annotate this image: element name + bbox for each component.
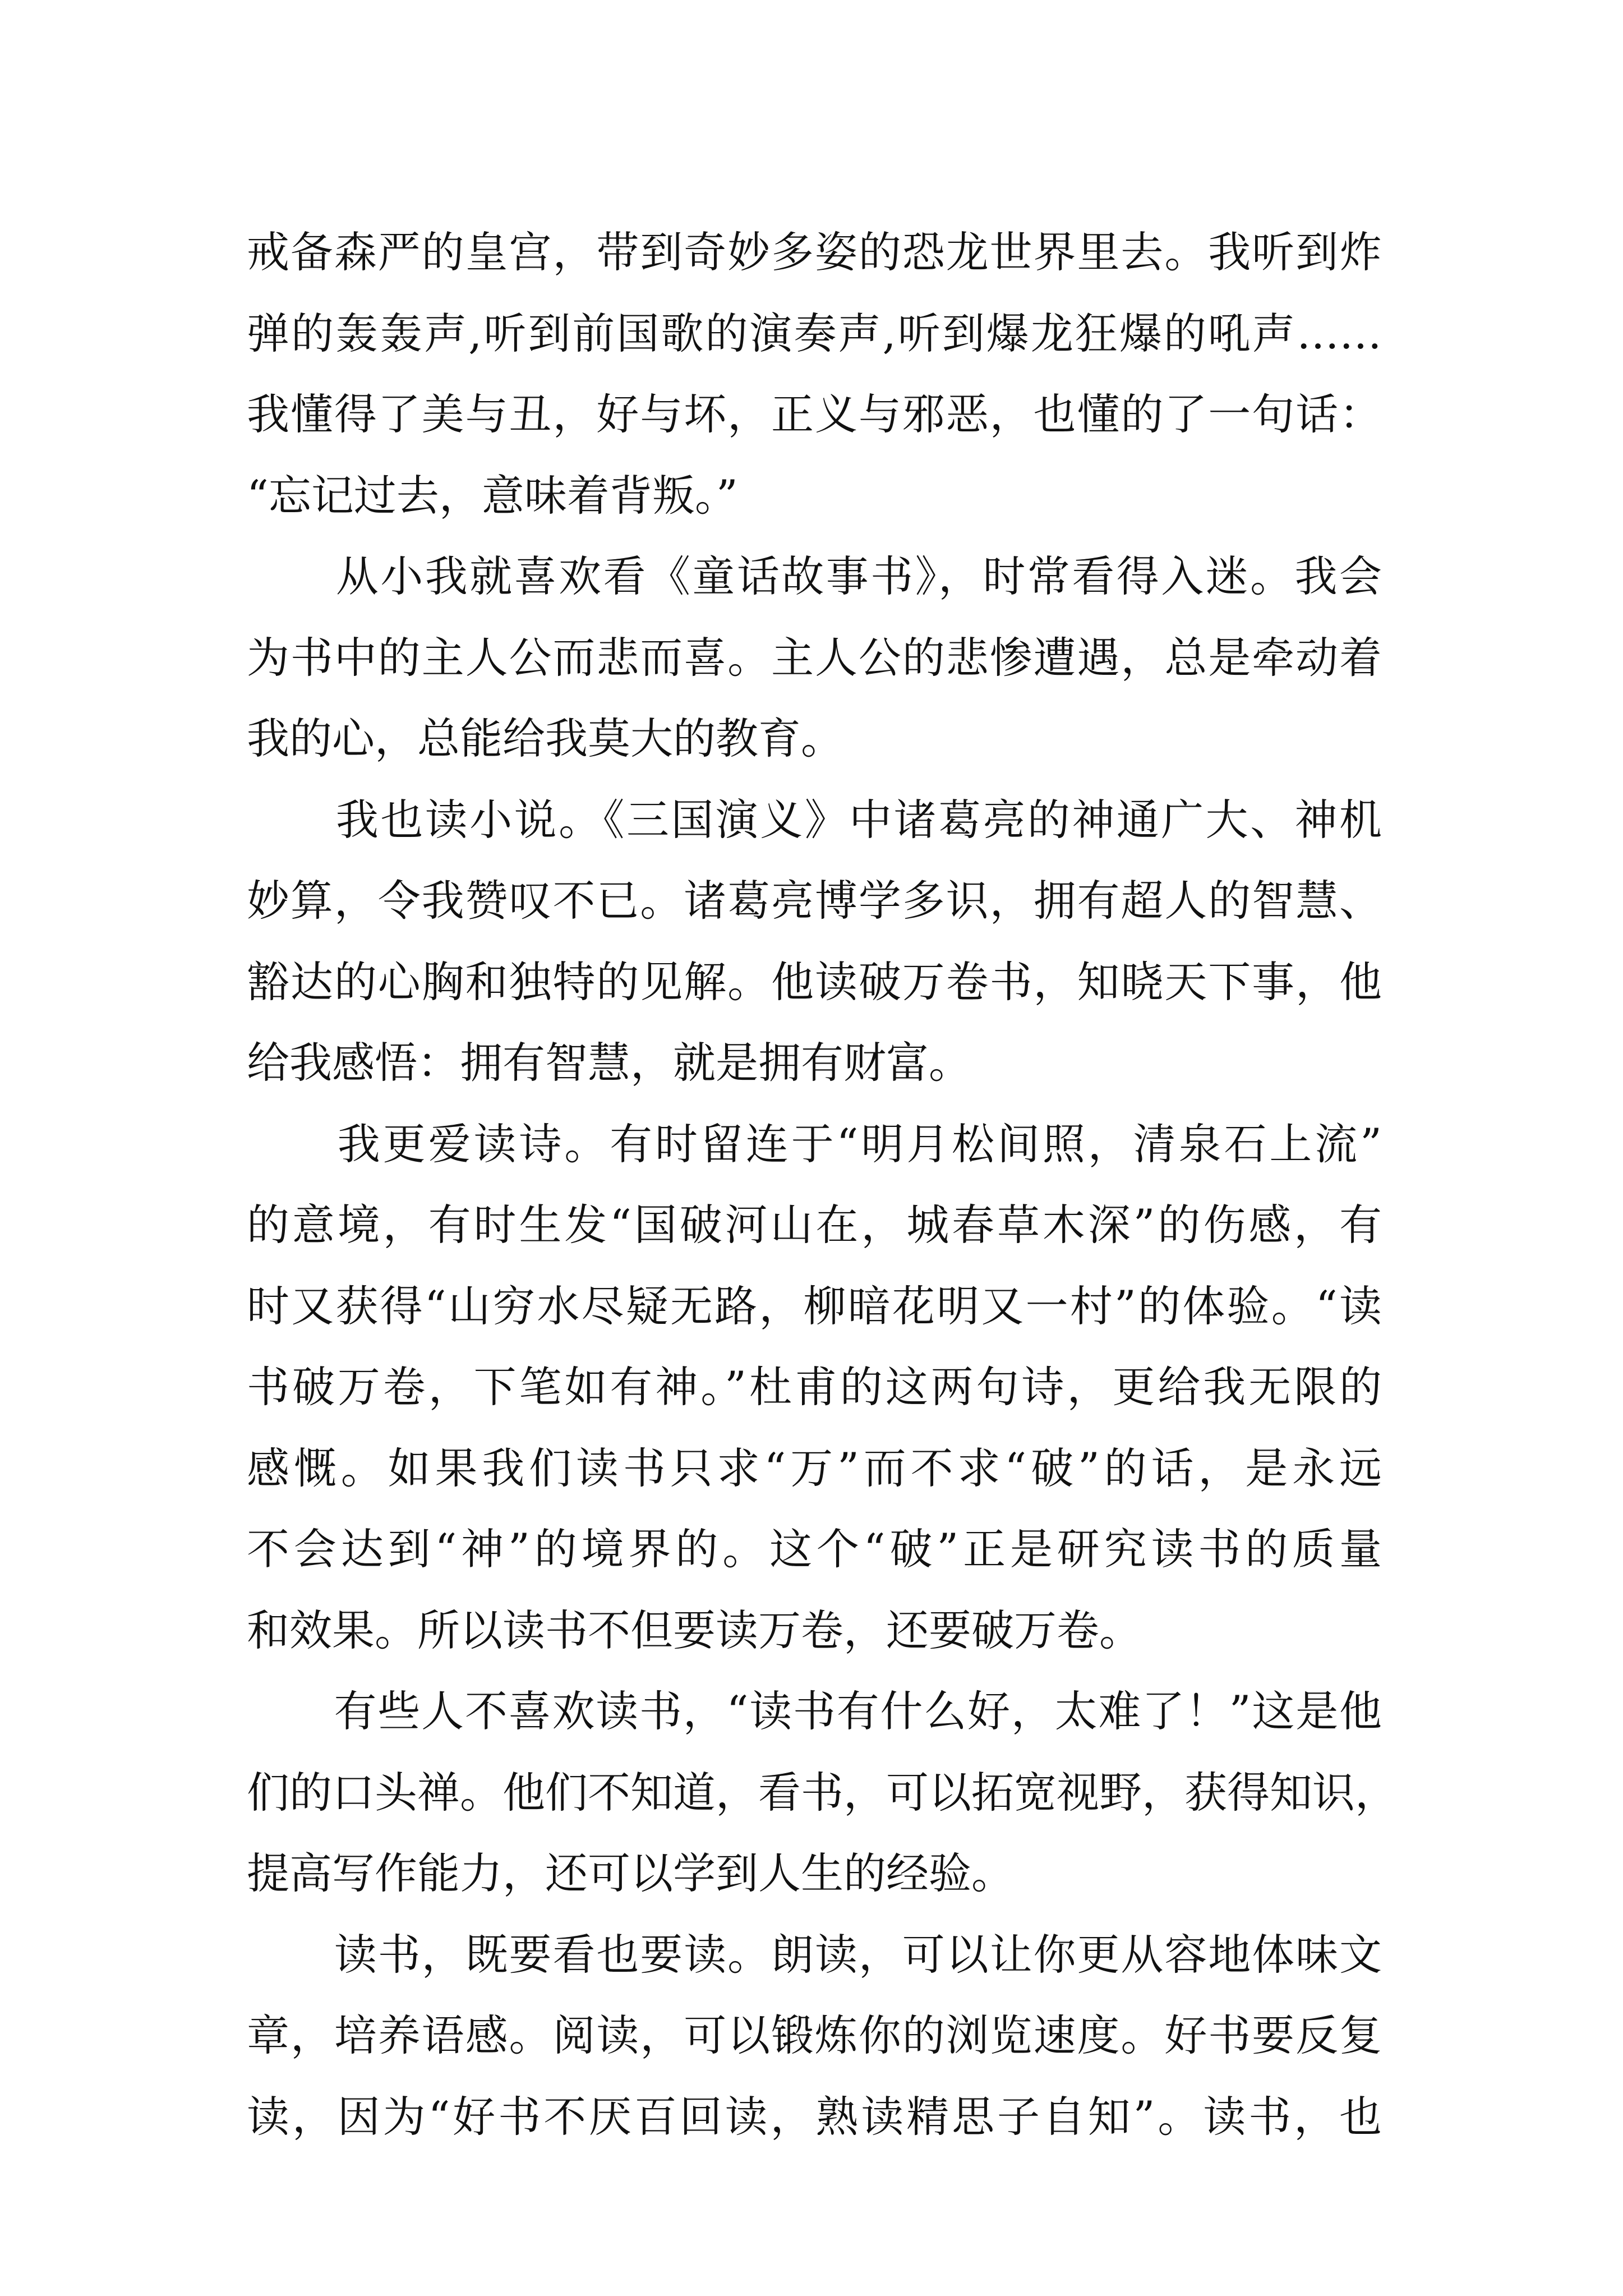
text-line: 弹的轰轰声,听到前国歌的演奏声,听到爆龙狂爆的吼声…… — [247, 308, 1382, 358]
text-line: 妙算，令我赞叹不已。诸葛亮博学多识，拥有超人的智慧、 — [247, 876, 1382, 926]
text-line: 的意境，有时生发“国破河山在，城春草木深”的伤感，有 — [247, 1200, 1382, 1250]
text-line: 和效果。所以读书不但要读万卷，还要破万卷。 — [247, 1605, 1142, 1655]
text-line: 提高写作能力，还可以学到人生的经验。 — [247, 1848, 1014, 1898]
text-line: 时又获得“山穷水尽疑无路，柳暗花明又一村”的体验。“读 — [247, 1281, 1382, 1331]
text-line: 我也读小说。《三国演义》中诸葛亮的神通广大、神机 — [247, 794, 1382, 845]
body-text — [247, 212, 1398, 2157]
text-line: 们的口头禅。他们不知道，看书，可以拓宽视野，获得知识， — [247, 1767, 1398, 1818]
text-line: 我的心，总能给我莫大的教育。 — [247, 714, 843, 763]
text-line: 读，因为“好书不厌百回读，熟读精思子自知”。读书，也 — [247, 2091, 1382, 2142]
text-line: 豁达的心胸和独特的见解。他读破万卷书，知晓天下事，他 — [247, 956, 1382, 1007]
text-line: “忘记过去，意味着背叛。” — [247, 470, 738, 521]
text-line: 书破万卷，下笔如有神。”杜甫的这两句诗，更给我无限的 — [247, 1362, 1382, 1412]
text-line: 我更爱读诗。有时留连于“明月松间照，清泉石上流” — [247, 1119, 1382, 1169]
text-line: 不会达到“神”的境界的。这个“破”正是研究读书的质量 — [247, 1524, 1382, 1574]
text-line: 章，培养语感。阅读，可以锻炼你的浏览速度。好书要反复 — [247, 2010, 1382, 2060]
text-line: 戒备森严的皇宫，带到奇妙多姿的恐龙世界里去。我听到炸 — [247, 227, 1382, 277]
text-line: 读书，既要看也要读。朗读，可以让你更从容地体味文 — [247, 1929, 1382, 1980]
text-line: 我懂得了美与丑，好与坏，正义与邪恶，也懂的了一句话： — [247, 389, 1382, 439]
text-line: 为书中的主人公而悲而喜。主人公的悲惨遭遇，总是牵动着 — [247, 632, 1382, 683]
text-line: 给我感悟：拥有智慧，就是拥有财富。 — [247, 1038, 971, 1088]
text-line: 有些人不喜欢读书，“读书有什么好，太难了！”这是他 — [247, 1686, 1382, 1736]
text-line: 从小我就喜欢看《童话故事书》，时常看得入迷。我会 — [247, 551, 1382, 601]
text-line: 感慨。如果我们读书只求“万”而不求“破”的话，是永远 — [247, 1443, 1382, 1493]
